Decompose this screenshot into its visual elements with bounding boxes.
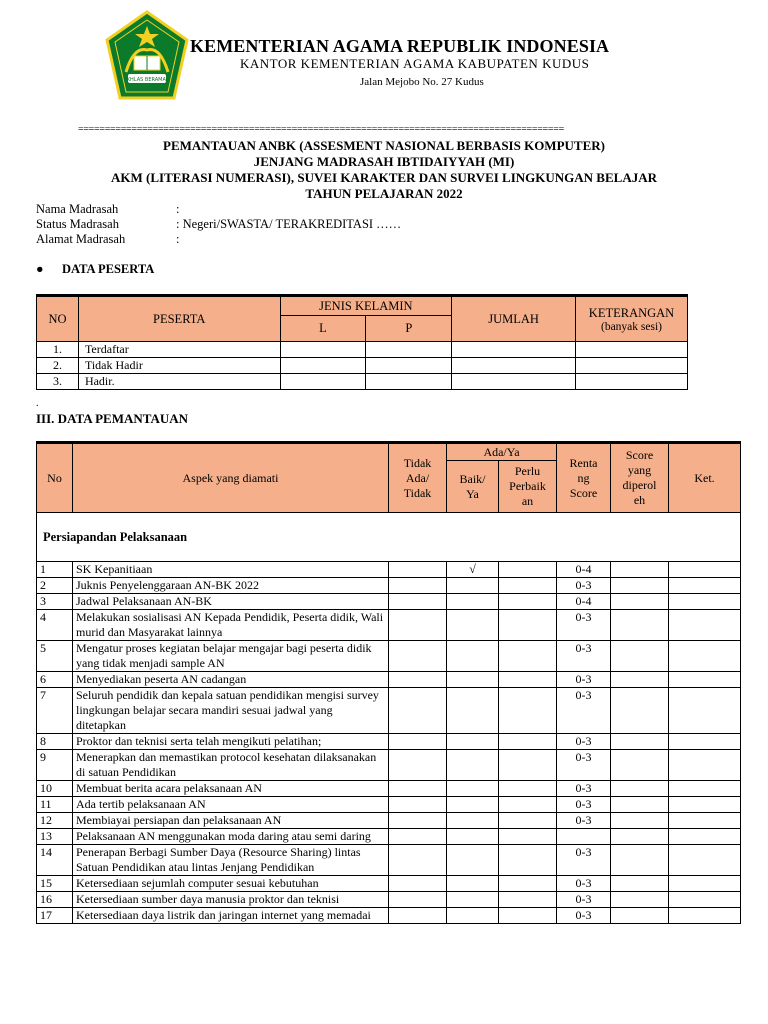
header-rentang: [557, 443, 611, 513]
cell-ket: [669, 610, 741, 641]
row-aspek: Mengatur proses kegiatan belajar mengajar bagi peserta didik yang tidak menjadi sample AN: [73, 641, 389, 672]
row-aspek: Melakukan sosialisasi AN Kepada Pendidik, Peserta didik, Wali murid dan Masyarakat lainnya: [73, 610, 389, 641]
cell-perlu: [499, 908, 557, 924]
header-peserta: PESERTA: [78, 296, 280, 342]
data-pemantauan-heading: III. DATA PEMANTAUAN: [36, 411, 189, 426]
cell-baik: [447, 610, 499, 641]
row-no: 1.: [37, 342, 79, 358]
header-keterangan-label: KETERANGAN: [588, 305, 675, 320]
table-row: [37, 374, 688, 390]
cell-baik: [447, 876, 499, 892]
cell-perlu: [499, 829, 557, 845]
cell-baik: [447, 672, 499, 688]
cell-ket: [669, 594, 741, 610]
header-jumlah: JUMLAH: [452, 296, 576, 342]
table-row: [37, 797, 741, 813]
header-baik: [447, 461, 499, 513]
table-row: [37, 813, 741, 829]
cell-rentang: 0-3: [557, 734, 611, 750]
cell-tidak: [389, 641, 447, 672]
cell-score: [611, 876, 669, 892]
header-baik-line: Ya: [466, 486, 479, 501]
cell-score: [611, 578, 669, 594]
cell-perlu: [499, 610, 557, 641]
info-value: :: [176, 202, 180, 216]
cell-ket: [669, 797, 741, 813]
info-status-madrasah: [36, 217, 401, 232]
row-aspek: Seluruh pendidik dan kepala satuan pendidikan mengisi survey lingkungan belajar secara mandiri sesuai jadwal yang ditetapkan: [73, 688, 389, 734]
cell-baik: [447, 908, 499, 924]
cell-score: [611, 750, 669, 781]
data-peserta-label: DATA PESERTA: [62, 262, 155, 276]
row-no: 17: [37, 908, 73, 924]
cell-score: [611, 781, 669, 797]
cell-perlu: [499, 562, 557, 578]
cell-rentang: 0-3: [557, 876, 611, 892]
cell-jumlah: [452, 342, 576, 358]
cell-tidak: [389, 797, 447, 813]
cell-rentang: 0-3: [557, 845, 611, 876]
header-tidak-line: Ada/: [405, 470, 430, 485]
cell-keterangan: [576, 374, 688, 390]
cell-tidak: [389, 813, 447, 829]
header-perlu-line: Perlu: [514, 464, 541, 479]
cell-keterangan: [576, 358, 688, 374]
row-aspek: SK Kepanitiaan: [73, 562, 389, 578]
table-row: [37, 358, 688, 374]
row-aspek: Proktor dan teknisi serta telah mengikuti pelatihan;: [73, 734, 389, 750]
table-row: [37, 876, 741, 892]
cell-ket: [669, 781, 741, 797]
row-no: 5: [37, 641, 73, 672]
cell-perlu: [499, 688, 557, 734]
cell-score: [611, 845, 669, 876]
row-no: 16: [37, 892, 73, 908]
cell-ket: [669, 845, 741, 876]
cell-ket: [669, 734, 741, 750]
row-aspek: Menerapkan dan memastikan protocol kesehatan dilaksanakan di satuan Pendidikan: [73, 750, 389, 781]
info-label: Nama Madrasah: [36, 202, 119, 216]
row-no: 2: [37, 578, 73, 594]
cell-ket: [669, 908, 741, 924]
row-no: 3: [37, 594, 73, 610]
cell-tidak: [389, 688, 447, 734]
row-no: 2.: [37, 358, 79, 374]
header-no: No: [37, 443, 73, 513]
cell-ket: [669, 750, 741, 781]
header-score-line: yang: [627, 463, 652, 477]
info-value: : Negeri/SWASTA/ TERAKREDITASI ……: [176, 217, 402, 231]
table-row: [37, 672, 741, 688]
row-aspek: Ketersediaan sumber daya manusia proktor dan teknisi: [73, 892, 389, 908]
cell-perlu: [499, 594, 557, 610]
table-row: [37, 908, 741, 924]
cell-baik: [447, 813, 499, 829]
row-no: 3.: [37, 374, 79, 390]
cell-rentang: 0-3: [557, 797, 611, 813]
header-ada-ya: Ada/Ya: [447, 443, 557, 461]
cell-jumlah: [452, 358, 576, 374]
cell-l: [280, 342, 366, 358]
cell-rentang: 0-4: [557, 562, 611, 578]
row-no: 10: [37, 781, 73, 797]
pemantauan-table: [36, 441, 741, 924]
cell-baik: [447, 734, 499, 750]
row-no: 9: [37, 750, 73, 781]
row-aspek: Pelaksanaan AN menggunakan moda daring atau semi daring: [73, 829, 389, 845]
cell-ket: [669, 829, 741, 845]
row-aspek: Ada tertib pelaksanaan AN: [73, 797, 389, 813]
row-aspek: Membiayai persiapan dan pelaksanaan AN: [73, 813, 389, 829]
cell-p: [366, 342, 452, 358]
row-no: 11: [37, 797, 73, 813]
cell-tidak: [389, 562, 447, 578]
cell-p: [366, 358, 452, 374]
cell-tidak: [389, 892, 447, 908]
doc-title-2: JENJANG MADRASAH IBTIDAIYYAH (MI): [253, 154, 515, 169]
cell-baik: [447, 781, 499, 797]
cell-baik: [447, 641, 499, 672]
info-nama-madrasah: [36, 202, 179, 217]
cell-ket: [669, 813, 741, 829]
doc-title-4: TAHUN PELAJARAN 2022: [305, 186, 463, 201]
info-label: Alamat Madrasah: [36, 232, 126, 246]
cell-baik: [447, 797, 499, 813]
stray-dot: .: [36, 398, 39, 409]
cell-score: [611, 641, 669, 672]
header-aspek: Aspek yang diamati: [73, 443, 389, 513]
cell-perlu: [499, 641, 557, 672]
row-aspek: Ketersediaan sejumlah computer sesuai kebutuhan: [73, 876, 389, 892]
info-value: :: [176, 232, 180, 246]
row-no: 7: [37, 688, 73, 734]
doc-title-3: AKM (LITERASI NUMERASI), SUVEI KARAKTER DAN SURVEI LINGKUNGAN BELAJAR: [111, 170, 657, 185]
header-ket: Ket.: [669, 443, 741, 513]
bullet-icon: ●: [36, 262, 44, 276]
office-address: Jalan Mejobo No. 27 Kudus: [360, 76, 484, 88]
table-row: [37, 688, 741, 734]
header-rentang-line: Renta: [569, 455, 598, 470]
cell-tidak: [389, 578, 447, 594]
row-aspek: Juknis Penyelenggaraan AN-BK 2022: [73, 578, 389, 594]
cell-rentang: 0-3: [557, 672, 611, 688]
cell-score: [611, 672, 669, 688]
row-aspek: Penerapan Berbagi Sumber Daya (Resource Sharing) lintas Satuan Pendidikan atau lintas Jenjang Pendidikan: [73, 845, 389, 876]
cell-baik: [447, 829, 499, 845]
cell-baik: [447, 688, 499, 734]
header-tidak-line: Tidak: [403, 455, 432, 470]
cell-score: [611, 734, 669, 750]
table-row: [37, 578, 741, 594]
cell-keterangan: [576, 342, 688, 358]
cell-rentang: 0-3: [557, 813, 611, 829]
header-perlu-line: Perbaik: [509, 479, 546, 494]
cell-tidak: [389, 845, 447, 876]
row-no: 13: [37, 829, 73, 845]
cell-score: [611, 610, 669, 641]
row-no: 14: [37, 845, 73, 876]
info-alamat-madrasah: [36, 232, 179, 247]
cell-rentang: [557, 829, 611, 845]
office-title: KANTOR KEMENTERIAN AGAMA KABUPATEN KUDUS: [240, 56, 590, 71]
row-label: Hadir.: [78, 374, 280, 390]
cell-perlu: [499, 813, 557, 829]
header-perlu: [499, 461, 557, 513]
row-aspek: Ketersediaan daya listrik dan jaringan internet yang memadai: [73, 908, 389, 924]
cell-perlu: [499, 892, 557, 908]
cell-ket: [669, 641, 741, 672]
cell-rentang: 0-3: [557, 750, 611, 781]
header-score: [611, 443, 669, 513]
cell-rentang: 0-3: [557, 641, 611, 672]
header-l: L: [280, 316, 366, 342]
cell-rentang: 0-3: [557, 908, 611, 924]
cell-perlu: [499, 734, 557, 750]
table-row: [37, 845, 741, 876]
row-aspek: Menyediakan peserta AN cadangan: [73, 672, 389, 688]
table-row: [37, 594, 741, 610]
cell-score: [611, 908, 669, 924]
table-row: [37, 562, 741, 578]
row-no: 1: [37, 562, 73, 578]
header-perlu-line: an: [521, 494, 534, 509]
row-label: Tidak Hadir: [78, 358, 280, 374]
ministry-title: KEMENTERIAN AGAMA REPUBLIK INDONESIA: [190, 36, 610, 56]
cell-perlu: [499, 845, 557, 876]
cell-tidak: [389, 908, 447, 924]
doc-title-1: PEMANTAUAN ANBK (ASSESMENT NASIONAL BERBASIS KOMPUTER): [163, 138, 605, 153]
header-score-line: Score: [625, 448, 654, 462]
table-row: [37, 750, 741, 781]
table-row: [37, 641, 741, 672]
cell-score: [611, 688, 669, 734]
cell-l: [280, 358, 366, 374]
cell-tidak: [389, 750, 447, 781]
cell-score: [611, 892, 669, 908]
row-no: 8: [37, 734, 73, 750]
row-aspek: Jadwal Pelaksanaan AN-BK: [73, 594, 389, 610]
cell-rentang: 0-3: [557, 892, 611, 908]
cell-tidak: [389, 734, 447, 750]
kemenag-emblem-icon: [104, 10, 190, 102]
cell-l: [280, 374, 366, 390]
row-label: Terdaftar: [78, 342, 280, 358]
cell-score: [611, 594, 669, 610]
cell-rentang: 0-3: [557, 578, 611, 594]
cell-p: [366, 374, 452, 390]
cell-jumlah: [452, 374, 576, 390]
section-title: Persiapandan Pelaksanaan: [37, 513, 741, 562]
table-row: [37, 829, 741, 845]
cell-tidak: [389, 610, 447, 641]
cell-perlu: [499, 750, 557, 781]
separator-line: ===========================================================================================: [78, 124, 564, 135]
cell-score: [611, 562, 669, 578]
header-score-line: diperol: [622, 478, 657, 492]
header-baik-line: Baik/: [459, 471, 486, 486]
row-no: 6: [37, 672, 73, 688]
cell-tidak: [389, 672, 447, 688]
cell-tidak: [389, 876, 447, 892]
data-peserta-heading: [36, 262, 154, 277]
info-label: Status Madrasah: [36, 217, 119, 231]
cell-baik: √: [447, 562, 499, 578]
cell-tidak: [389, 781, 447, 797]
cell-perlu: [499, 797, 557, 813]
header-keterangan: [576, 296, 688, 342]
cell-rentang: 0-3: [557, 781, 611, 797]
header-no: NO: [37, 296, 79, 342]
header-p: P: [366, 316, 452, 342]
cell-score: [611, 829, 669, 845]
cell-ket: [669, 562, 741, 578]
cell-rentang: 0-4: [557, 594, 611, 610]
cell-baik: [447, 594, 499, 610]
cell-ket: [669, 672, 741, 688]
cell-perlu: [499, 672, 557, 688]
row-no: 4: [37, 610, 73, 641]
table-row: [37, 781, 741, 797]
logo-text: IKHLAS BERAMAL: [125, 77, 169, 83]
cell-tidak: [389, 594, 447, 610]
row-no: 12: [37, 813, 73, 829]
cell-baik: [447, 578, 499, 594]
cell-tidak: [389, 829, 447, 845]
table-row: [37, 734, 741, 750]
cell-rentang: 0-3: [557, 610, 611, 641]
header-jenis-kelamin: JENIS KELAMIN: [280, 296, 452, 316]
row-no: 15: [37, 876, 73, 892]
table-row: [37, 892, 741, 908]
header-tidak: [389, 443, 447, 513]
cell-score: [611, 813, 669, 829]
row-aspek: Membuat berita acara pelaksanaan AN: [73, 781, 389, 797]
cell-perlu: [499, 876, 557, 892]
cell-ket: [669, 892, 741, 908]
header-tidak-line: Tidak: [403, 485, 432, 500]
cell-perlu: [499, 781, 557, 797]
peserta-table: [36, 294, 688, 390]
cell-rentang: 0-3: [557, 688, 611, 734]
cell-ket: [669, 578, 741, 594]
cell-baik: [447, 845, 499, 876]
cell-ket: [669, 688, 741, 734]
cell-perlu: [499, 578, 557, 594]
header-score-line: eh: [633, 493, 646, 507]
table-row: [37, 610, 741, 641]
header-rentang-line: Score: [569, 485, 598, 500]
cell-score: [611, 797, 669, 813]
cell-ket: [669, 876, 741, 892]
header-keterangan-sub: (banyak sesi): [601, 320, 662, 333]
cell-baik: [447, 892, 499, 908]
cell-baik: [447, 750, 499, 781]
table-row: [37, 342, 688, 358]
header-rentang-line: ng: [577, 470, 590, 485]
